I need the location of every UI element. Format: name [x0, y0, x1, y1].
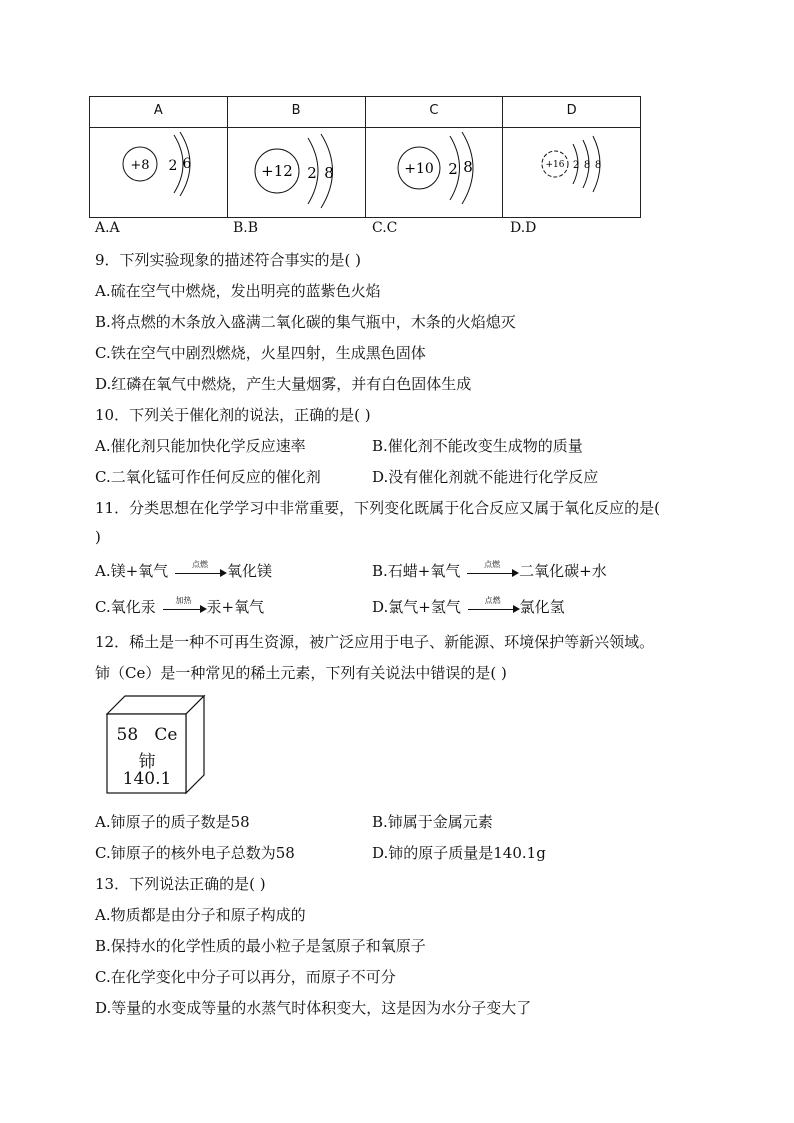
q10-option-d[interactable]: D.没有催化剂就不能进行化学反应 — [372, 468, 599, 486]
header-cell-d: D — [566, 103, 577, 118]
q12-option-a[interactable]: A.铈原子的质子数是58 — [95, 813, 250, 831]
shell-electrons: 2 — [168, 158, 178, 174]
q10-option-a[interactable]: A.催化剂只能加快化学反应速率 — [95, 437, 306, 455]
q11-option-b[interactable]: B.石蜡+氧气 点燃 二氧化碳+水 — [372, 560, 607, 580]
header-cell-a: A — [90, 97, 228, 127]
nucleus-charge: +12 — [260, 162, 293, 180]
element-card-cube — [106, 695, 206, 799]
shell-electrons: 2 — [573, 160, 580, 171]
question-12-stem-line2: 铈（Ce）是一种常见的稀土元素，下列有关说法中错误的是( ) — [95, 664, 507, 682]
element-number-symbol — [108, 725, 186, 745]
shell-electrons: 8 — [595, 160, 602, 171]
atom-diagram-a — [90, 128, 228, 218]
shell-electrons: 2 — [306, 164, 317, 182]
reaction-arrow: 加热 — [161, 600, 207, 616]
shell-electrons: 8 — [323, 164, 334, 182]
q11-option-d[interactable]: D.氯气+氢气 点燃 氯化氢 — [372, 596, 565, 616]
atom-structure-table — [89, 96, 641, 218]
q9-option-d[interactable]: D.红磷在氧气中燃烧，产生大量烟雾，并有白色固体生成 — [95, 375, 472, 393]
question-11-stem: 11．分类思想在化学学习中非常重要，下列变化既属于化合反应又属于氧化反应的是( — [95, 499, 660, 517]
atomic-mass: 140.1 — [122, 769, 172, 789]
q13-option-a[interactable]: A.物质都是由分子和原子构成的 — [95, 906, 306, 924]
q12-option-d[interactable]: D.铈的原子质量是140.1g — [372, 844, 546, 862]
q11-option-c[interactable]: C.氧化汞 加热 汞+氧气 — [95, 596, 265, 616]
option-c[interactable]: C.C — [372, 220, 398, 236]
nucleus-charge: +10 — [403, 161, 434, 177]
q13-option-c[interactable]: C.在化学变化中分子可以再分，而原子不可分 — [95, 968, 396, 986]
q12-option-b[interactable]: B.铈属于金属元素 — [372, 813, 493, 831]
atom-diagram-d — [503, 128, 640, 218]
question-13-stem: 13．下列说法正确的是( ) — [95, 875, 266, 893]
shell-electrons: 6 — [182, 156, 192, 172]
question-9-stem: 9．下列实验现象的描述符合事实的是( ) — [95, 251, 362, 269]
option-d[interactable]: D.D — [510, 220, 537, 236]
nucleus-charge: +16 — [545, 160, 565, 170]
header-cell-c: C — [366, 97, 504, 127]
option-b[interactable]: B.B — [233, 220, 259, 236]
question-12-stem: 12．稀土是一种不可再生资源，被广泛应用于电子、新能源、环境保护等新兴领域。 — [95, 633, 655, 651]
q10-option-c[interactable]: C.二氧化锰可作任何反应的催化剂 — [95, 468, 321, 486]
option-a[interactable]: A.A — [95, 220, 120, 236]
q13-option-b[interactable]: B.保持水的化学性质的最小粒子是氢原子和氧原子 — [95, 937, 426, 955]
q9-option-a[interactable]: A.硫在空气中燃烧，发出明亮的蓝紫色火焰 — [95, 282, 381, 300]
reaction-arrow: 点燃 — [466, 600, 520, 616]
element-symbol: Ce — [154, 725, 178, 745]
reaction-arrow: 点燃 — [173, 564, 227, 580]
header-cell-b: B — [228, 97, 366, 127]
atomic-number: 58 — [116, 725, 139, 745]
q13-option-d[interactable]: D.等量的水变成等量的水蒸气时体积变大，这是因为水分子变大了 — [95, 999, 532, 1017]
q10-option-b[interactable]: B.催化剂不能改变生成物的质量 — [372, 437, 583, 455]
reaction-arrow: 点燃 — [465, 564, 519, 580]
question-11-stem-end: ) — [95, 528, 101, 546]
q11-option-a[interactable]: A.镁+氧气 点燃 氧化镁 — [95, 560, 272, 580]
q12-option-c[interactable]: C.铈原子的核外电子总数为58 — [95, 844, 295, 862]
shell-electrons: 8 — [462, 158, 473, 176]
question-10-stem: 10．下列关于催化剂的说法，正确的是( ) — [95, 406, 371, 424]
shell-electrons: 8 — [584, 160, 591, 171]
atom-diagram-c — [366, 128, 504, 218]
q9-option-c[interactable]: C.铁在空气中剧烈燃烧，火星四射，生成黑色固体 — [95, 344, 426, 362]
table-body-row — [90, 128, 640, 218]
shell-electrons: 2 — [447, 160, 458, 178]
q9-option-b[interactable]: B.将点燃的木条放入盛满二氧化碳的集气瓶中，木条的火焰熄灭 — [95, 313, 516, 331]
table-header-row — [90, 97, 640, 128]
atom-diagram-b — [228, 128, 366, 218]
element-name: 铈 — [138, 752, 156, 772]
nucleus-charge: +8 — [130, 158, 150, 173]
